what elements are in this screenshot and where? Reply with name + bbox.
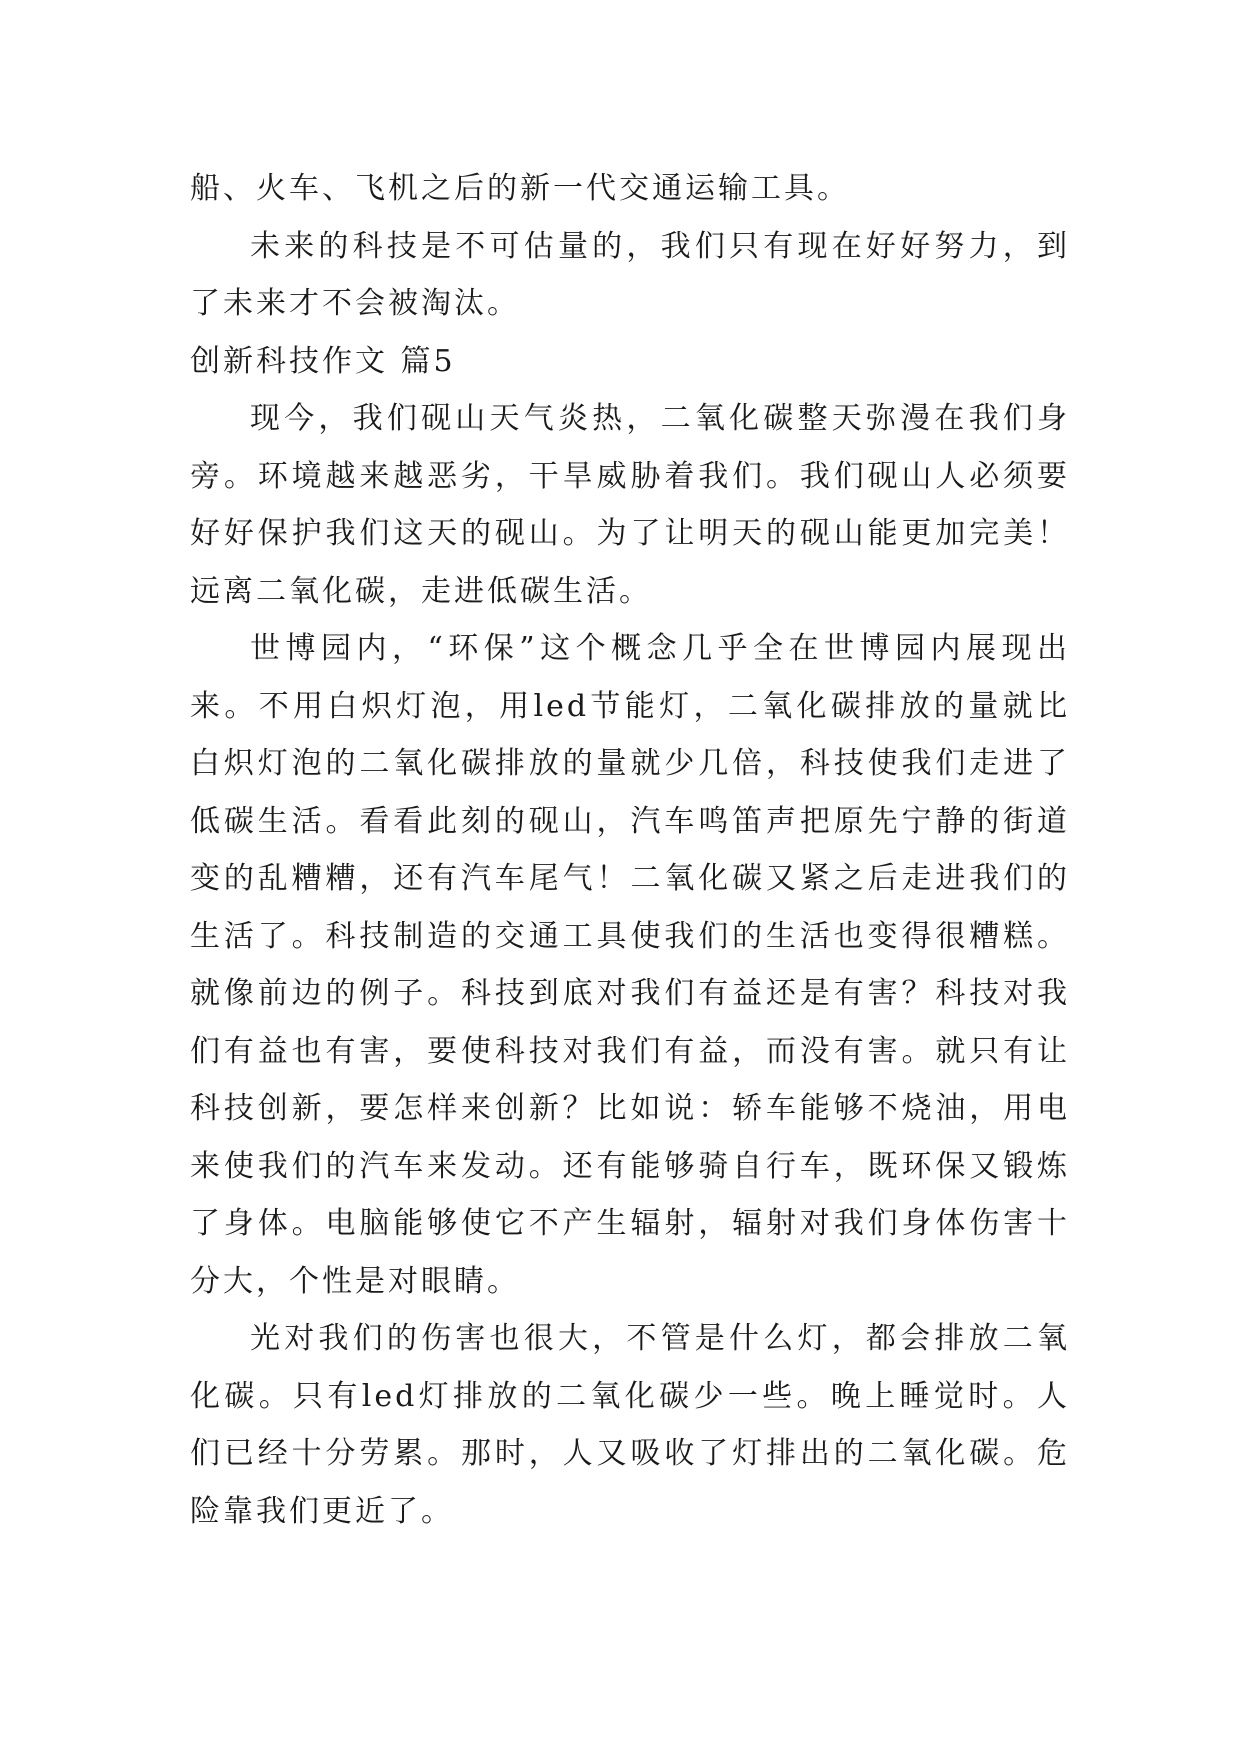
paragraph-light-harm: 光对我们的伤害也很大，不管是什么灯，都会排放二氧化碳。只有led灯排放的二氧化碳少一些。晚上睡觉时。人们已经十分劳累。那时，人又吸收了灯排出的二氧化碳。危险靠我们更近了。 (190, 1321, 1070, 1529)
paragraph-future-technology: 未来的科技是不可估量的，我们只有现在好好努力，到了未来才不会被淘汰。 (190, 228, 1070, 321)
paragraph-continued: 船、火车、飞机之后的新一代交通运输工具。 (190, 171, 850, 206)
section-heading: 创新科技作文 篇5 (190, 343, 456, 379)
paragraph-expo-environment: 世博园内，“环保”这个概念几乎全在世博园内展现出来。不用白炽灯泡，用led节能灯，二氧化碳排放的量就比白炽灯泡的二氧化碳排放的量就少几倍，科技使我们走进了低碳生活。看看此刻的砚山，汽车鸣笛声把原先宁静的街道变的乱糟糟，还有汽车尾气！二氧化碳又紧之后走进我们的生活了。科技制造的交通工具使我们的生活也变得很糟糕。就像前边的例子。科技到底对我们有益还是有害？科技对我们有益也有害，要使科技对我们有益，而没有害。就只有让科技创新，要怎样来创新？比如说：轿车能够不烧油，用电来使我们的汽车来发动。还有能够骑自行车，既环保又锻炼了身体。电脑能够使它不产生辐射，辐射对我们身体伤害十分大，个性是对眼睛。 (190, 631, 1070, 1299)
document-body (190, 160, 1070, 1540)
paragraph-yanshan-climate: 现今，我们砚山天气炎热，二氧化碳整天弥漫在我们身旁。环境越来越恶劣，干旱威胁着我们。我们砚山人必须要好好保护我们这天的砚山。为了让明天的砚山能更加完美！远离二氧化碳，走进低碳生活。 (190, 401, 1070, 609)
